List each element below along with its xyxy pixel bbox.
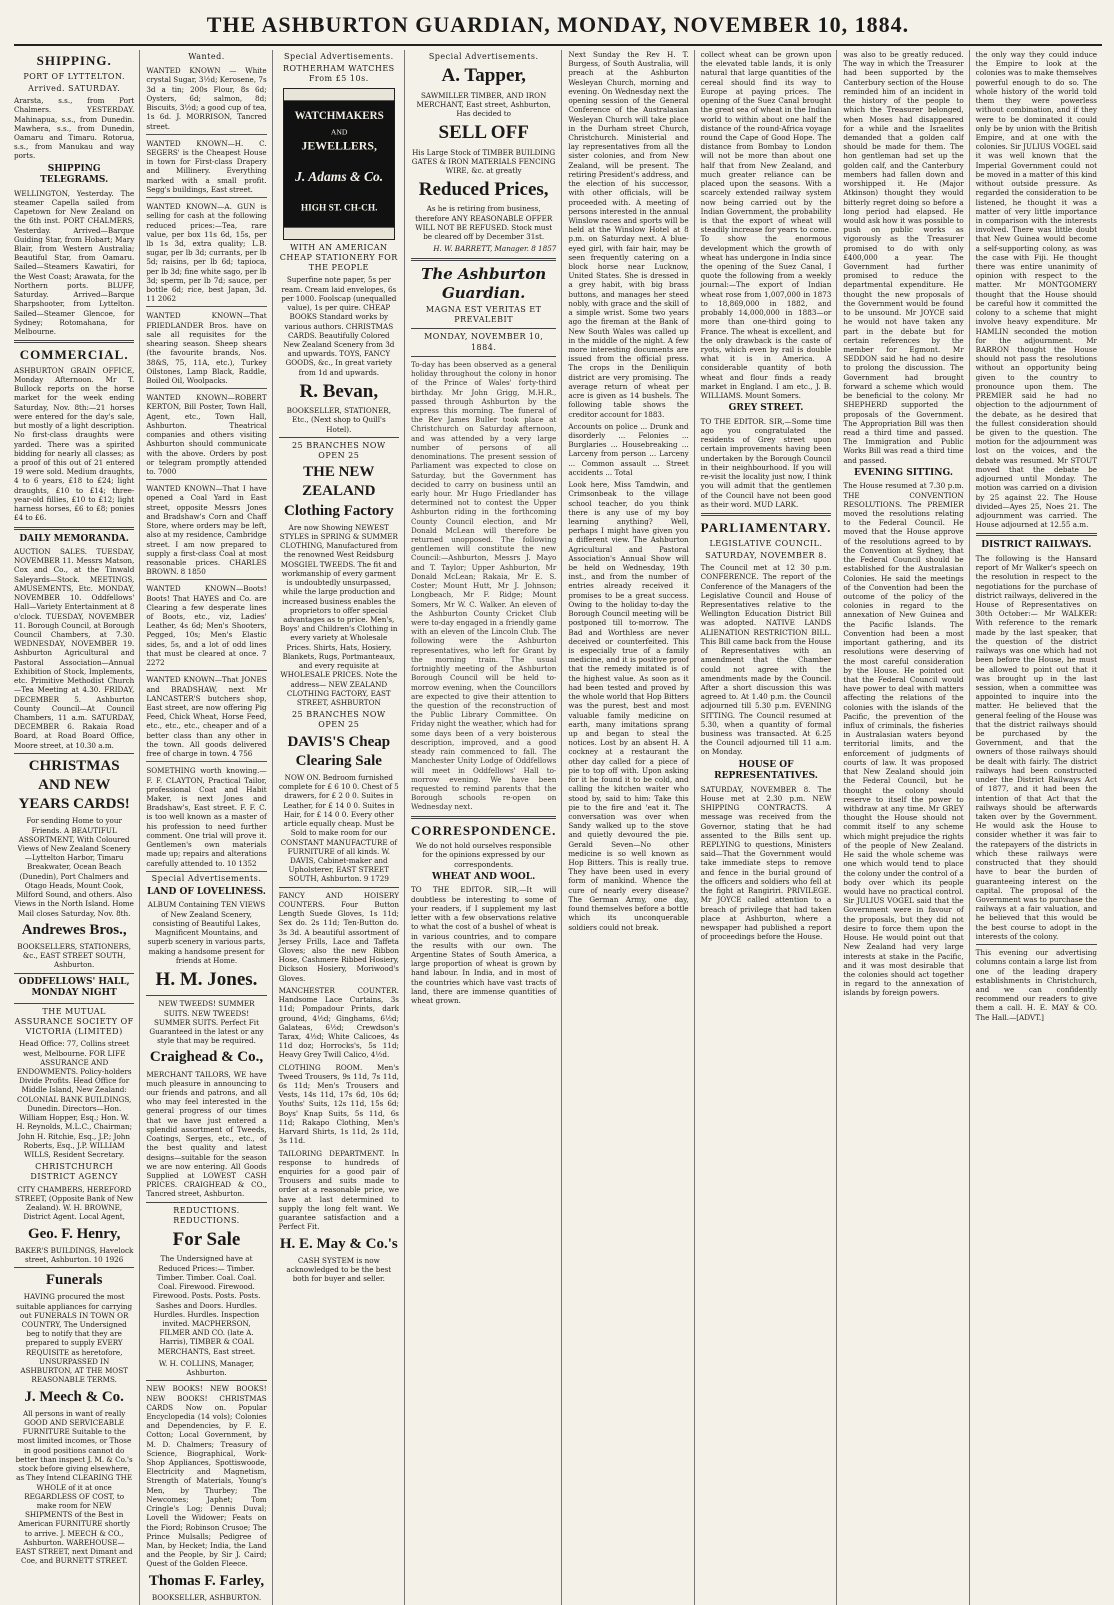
factory-text: Are now Showing NEWEST STYLES in SPRING & SUMMER CLOTHING, Manufactured from the renowned West Reidsburg MOSGIEL TWEEDS. The fit and workmanship of every garment is undoubtedly unsurpassed, while the large production and increased business enables the proprietors to offer special advantages as to price. Men's, Boys' and Children's Clothing in every variety at Wholesale Prices. Shirts, Hats, Hosiery, Blankets, Rugs, Portmanteaux, and every requisite at WHOLESALE PRICES. Note the address— NEW ZEALAND CLOTHING FACTORY, EAST STREET, ASHBURTON	[279, 522, 398, 707]
church-agency-text: CITY CHAMBERS, HEREFORD STREET, (Opposite Bank of New Zealand). W. H. BROWNE, District Agent. Local Agent,	[14, 1184, 134, 1222]
divider	[14, 753, 134, 754]
for-sale-heading: For Sale	[172, 1229, 241, 1251]
commercial-heading: COMMERCIAL.	[19, 347, 129, 363]
news-text-2: Look here, Miss Tamdwin, and Crimsonbeak to the village school teacher, do you think there is any use of my boy learning anything? Well, perhaps I might have given you a different view. The Ashburton Agricultural and Pastoral Association's Annual Show will be held on Wednesday, 19th inst., and from the number of entries already received it promises to be a great success. Owing to the holiday to-day the Borough Council meeting will be postponed till to-morrow. The Bad and Worthless are never deceived or counterfeited. This is especially true of a family medicine, and it is positive proof that the remedy imitated is of the highest value. As soon as it had been tested and proved by the whole world that Hop Bitters was the purest, best and most valuable family medicine on earth, many imitations sprang up and began to steal the notices. Lost by an absent H. A cockney at a restaurant the other day called for a piece of pie to top off with. Upon asking for it he found it to be cold, and calling the kitchen waiter who stood by, said to him: Take this pie to the fire and 'eat it. The conversation was over when Sandy walked up to the stove and quietly devoured the pie. Gerald Seven—No other medicine is so well known as Hop Bitters. This is really true. They have been used in every form of mankind. Whence the cure of nearly every disease? The German Army, one day, found themselves before a bottle which its unconquerable soldiers could not break.	[568, 480, 689, 932]
district-railways-heading: DISTRICT RAILWAYS.	[981, 540, 1092, 551]
wanted-ad-5: WANTED KNOWN—ROBERT KERTON, Bill Poster, Town Hall, Agent, etc., Town Hall, Ashburton. Theatrical companies and others visiting Ashburton should communicate with the above. Orders by post or telegram promptly attended to. 7000	[146, 391, 266, 480]
house-text: SATURDAY, NOVEMBER 8. The House met at 2.30 p.m. NEW SHIPPING CONTRACTS. A message was received from the Governor, stating that he had assented to the Bills sent up. REPLYING to questions, Ministers said—That the Government would take immediate steps to remove and fence in the burial ground of the officers and soldiers who fell at the fight at Rangiriri. PRIVILEGE. Mr JOYCE called attention to a breach of privilege that had taken place at Ashburton, where a newspaper had published a report of proceedings before the House.	[700, 784, 832, 942]
guardian-motto: MAGNA EST VERITAS ET PREVALEBIT	[425, 304, 542, 325]
guardian-title: The Ashburton Guardian.	[421, 264, 547, 302]
column-5	[568, 50, 694, 1605]
loveliness-heading: LAND OF LOVELINESS.	[147, 886, 266, 897]
meech-heading: J. Meech & Co.	[24, 1388, 124, 1405]
divider	[146, 1202, 266, 1203]
logo-name: J. Adams & Co.	[294, 168, 383, 184]
evening-sitting-text: The House resumed at 7.30 p.m. THE CONVENTION RESOLUTIONS. The PREMIER moved the resolutions relating to the Federal Council. He moved that the House approve of the resolutions agreed to by the Convention at Sydney, that the Federal Council should be established for the Australasian Colonies. He said the meetings of the Convention had been the outcome of the policy of the colonies in regard to the annexation of New Guinea and the Pacific Islands. The Convention had been a most important gathering, and its resolutions were deserving of the most careful consideration by the House. He pointed out that the Federal Council would have power to deal with matters affecting the relations of the colonies with the islands of the Pacific, the prevention of the influx of criminals, the fisheries in Australasian waters beyond territorial limits, and the enforcement of judgments of courts of law. It was proposed that New Zealand should join the Federal Council, but he thought the colony should reserve to itself the power to withdraw at any time. Mr GREY thought the House should not commit itself to any scheme which might prejudice the rights of the people of New Zealand. He said the whole scheme was one which would tend to place the colony under the control of a body over which its people would have no practical control. Sir JULIUS VOGEL said that the Government were in favour of the proposals, but they did not desire to force them upon the House. He would point out that New Zealand had very large interests at stake in the Pacific, and it was most desirable that the colonies should act together in regard to the annexation of islands by foreign powers.	[843, 481, 964, 998]
divider	[146, 1380, 266, 1381]
grey-street-heading: GREY STREET.	[728, 403, 804, 414]
column-4	[411, 50, 562, 1605]
branches-text: 25 BRANCHES NOW OPEN 25	[291, 710, 386, 730]
saturday-date: SATURDAY, NOVEMBER 8.	[705, 550, 827, 560]
news-text-1: Next Sunday the Rev H. T. Burgess, of South Australia, will preach at the Ashburton Wesleyan Church, morning and evening. On Wednesday next the opening session of the General Conference of the Australasian Wesleyan Church will take place in the Durham street Church, Christchurch. Ministerial and lay representatives from all the sister colonies, and from New Zealand, will be present. The retiring President's address, and the election of his successor, with other officials, will be proceeded with. A meeting of persons interested in the annual Winslow races and sports will be held at the Winslow Hotel at 8 p.m. on Saturday next. A blue-eyed girl, with fair hair, may be seen frequently catering on a block horse near Lucknow, United States. She is dressed in a grey habit, with big brass buttons, and manages her steed nobly, with grace and the skill of a simple wrist. Some two years ago the fireman at the Bank of New South Wales was called up in the middle of the night. A few more interesting documents are issued from the official press. The crops in the Deniliquin district are very promising. The average return of wheat per acre is given as 14 bushels. The following table shows the creditor account for 1883.	[568, 50, 689, 419]
adams-jewellers-logo	[283, 88, 395, 240]
tapper-text: SAWMILLER TIMBER, AND IRON MERCHANT, East street, Ashburton, Has decided to	[416, 90, 551, 118]
stationery-heading: WITH AN AMERICAN CHEAP STATIONERY FOR THE PEOPLE	[279, 242, 398, 273]
column-8	[976, 50, 1102, 1605]
henry-heading: Geo. F. Henry,	[27, 1225, 121, 1242]
farley-heading: Thomas F. Farley,	[148, 1572, 265, 1589]
column-3	[279, 50, 405, 1605]
divider	[146, 995, 266, 996]
branches-text: 25 BRANCHES NOW OPEN 25	[291, 440, 386, 461]
divider	[701, 513, 832, 516]
farley-text: BOOKSELLER, ASHBURTON.	[151, 1592, 262, 1602]
oddfellows-heading: ODDFELLOWS' HALL, MONDAY NIGHT	[18, 976, 130, 999]
reduced-text: As he is retiring from business, therefore ANY REASONABLE OFFER WILL NOT BE REFUSED. Stock must be cleared off by December 31st.	[415, 204, 553, 242]
column-7	[843, 50, 969, 1605]
davis-text: NOW ON. Bedroom furnished complete for £ 6 10 0. Chest of 5 drawers, for £ 2 0 0. Suites in Leather, for £ 14 0 0. Suites in Hair, for £ 14 0 0. Every other article equally cheap. Must be Sold to make room for our CONSTANT MANUFACTURE of FURNITURE of all kinds. W. DAVIS, Cabinet-maker and Upholsterer, EAST STREET SOUTH, Ashburton. 9 1729	[278, 773, 399, 884]
divider	[411, 356, 556, 357]
divider	[976, 944, 1097, 945]
books-text: NEW BOOKS! NEW BOOKS! NEW BOOKS! CHRISTMAS CARDS Now on. Popular Encyclopedia (14 vols); Colonies and Dependencies, by F. E. Cotton; Local Government, by M. D. Chalmers; Treasury of Science, Biographical, Work-Shop Appliances, Spottiswoode, Electricity and Magnetism, Strength of Materials, Young's Men, by Thurbey; The Newcomes; Japhet; Tom Cringle's Log; Dennis Duval; Lovell the Widower; Feats on the Fiord; Robinson Crusoe; The Prince Mulsalls; Pedigree of Man, by Hecket; India, the Land and the People, by Sir J. Caird; Quest of the Golden Fleece.	[146, 1384, 267, 1569]
crime-table-text: Accounts on police ... Drunk and disorderly ... Felonies ... Burglaries ... Housebreaking ... Larceny from person ... Larceny ... Common assault ... Street accidents ... Total	[568, 421, 689, 477]
wanted-ad-3: WANTED KNOWN—A. GUN is selling for cash at the following reduced prices:—Tea, rare value, per box 11s 6d, 15s, per lb 1s 3d, extra quality; L.B. sugar, per lb 3d; currants, per lb 5d; raisins, per lb 6d; tapioca, per lb 3d; fine white sago, per lb 3d; sperm, per lb 7d; sauce, per bottle 6d; rice, best Japan, 3d. 11 2062	[146, 200, 266, 307]
tailoring-text: TAILORING DEPARTMENT. In response to hundreds of enquiries for a good pair of Trousers and suits made to order at a reasonable price, we have at last determined to supply the long felt want. We guarantee satisfaction and a Perfect Fit.	[278, 1148, 399, 1232]
divider	[279, 437, 399, 438]
andrewes-text: BOOKSELLERS, STATIONERS, &c., EAST STREET SOUTH, Ashburton.	[17, 941, 132, 970]
wanted-ad-8: WANTED KNOWN—That JONES and BRADSHAW, next Mr LANCASTER'S butchers shop, East street, are now offering Pig Feed, Chick Wheat, Horse Feed, etc., etc., etc., cheaper and of a better class than any other in the town. All goods delivered free of charge in town. 4 756	[146, 673, 266, 762]
grey-street-text: TO THE EDITOR. SIR,—Some time ago you congratulated the residents of Grey street upon certain improvements having been undertaken by the Borough Council in their neighbourhood. If you will re-visit the locality just now, I think you will admit that the gentlemen of the Council have not been good as their word. MUD LARK.	[700, 416, 832, 509]
rotherham-text: ROTHERHAM WATCHES From £5 10s.	[282, 64, 395, 84]
loveliness-text: ALBUM Containing TEN VIEWS of New Zealand Scenery, consisting of Beautiful Lakes, Magnificent Mountains, and superb scenery in various parts, making a handsome present for friends at Home.	[147, 900, 266, 965]
barrett-signature: H. W. BARRETT, Manager. 8 1857	[433, 244, 557, 254]
shipping-heading: SHIPPING.	[36, 53, 112, 68]
hm-jones-heading: H. M. Jones.	[155, 969, 258, 991]
wheat-continued-text: collect wheat can be grown upon the elevated table lands, it is only natural that large quantities of the cereal should find its way to Europe at paying prices. The opening of the Suez Canal brought the great sea of wheat in the Indian world to within about one half the distance of the round-Africa voyage round the Cape of Good Hope. The distance from Bombay to London will not be more than about one half that from New Zealand, and much greater reliance can be placed upon the seasons. With a scarcely extended railway system now being carried out by the Indian Government, the probability is that the export of wheat will steadily increase for years to come. To show the enormous development which the growth of wheat has undergone in India since the opening of the Suez Canal, I quote the following from a weekly journal:—The export of Indian wheat rose from 1,007,000 in 1873 to 18,869,000 in 1882, and probably 14,000,000 in 1883—or more than one-third going to France. The wheat is excellent, and the only drawback is the caste of ryots, which even by rail is double what it is in America. A considerable quantity of both wheat and flour finds a ready market in England. I am etc., J. B. WILLIAMS. Mount Somers.	[700, 50, 832, 401]
divider	[976, 533, 1097, 536]
wanted-ad-1: WANTED KNOWN — White crystal Sugar, 3½d; Kerosene, 7s 3d a tin; 200s Flour, 8s 6d; Oysters, 6d; salmon, 8d; Biscuits, 3½d; a good cup of tea, 1s 6d. J. MORRISON, Tancred street.	[146, 64, 266, 135]
wheat-heading: WHEAT AND WOOL.	[432, 871, 536, 882]
logo-and: AND	[330, 126, 348, 136]
divider	[14, 527, 134, 530]
column-1	[14, 50, 140, 1605]
daily-memoranda-text: AUCTION SALES. TUESDAY, NOVEMBER 11. Messrs Matson, Cox and Co., at the Tinwald Saleyards—Stock. MEETINGS, AMUSEMENTS, Etc. MONDAY, NOVEMBER 10. Oddfellows' Hall—Variety Entertainment at 8 o'clock. TUESDAY, NOVEMBER 11. Borough Council, at Borough Council Chambers, at 7.30. WEDNESDAY, NOVEMBER 19. Ashburton Agricultural and Pastoral Association—Annual Exhibition of Stock, Implements, etc. Primitive Methodist Church—Tea Meeting at 4.30. FRIDAY, DECEMBER 5. Ashburton County Council—At Council Chambers, 11 a.m. SATURDAY, DECEMBER 6. Rakaia Road Board, at Road Board Office, Moore street, at 10.30 a.m.	[14, 547, 135, 750]
telegrams-text: WELLINGTON, Yesterday. The steamer Capella sailed from Capetown for New Zealand on the 6th inst. PORT CHALMERS, Yesterday. Arrived—Barque Guiding Star, from Hobart; Mary Blair, from Western Australia; Beautiful Star, from Oamaru. Sailed—Steamers Kawatiri, for the West Coast; Arawata, for the Northern ports. BLUFF, Saturday. Arrived—Barque Sharpshooter, from Lyttelton. Sailed—Steamer Glencoe, for Sydney; Rotomahana, for Melbourne.	[14, 188, 135, 336]
special-ads-heading: Special Advertisements.	[151, 873, 262, 883]
wanted-ad-2: WANTED KNOWN—H. C. SEGERS' is the Cheapest House in town for First-class Drapery and Millinery. Everything marked with a small profit. Segg's buildings, East street.	[146, 137, 266, 198]
editorial-text: To-day has been observed as a general holiday throughout the colony in honor of the Prince of Wales' forty-third birthday. Mr John Grigg, M.H.R., passed through Ashburton by the express this morning. The funeral of the Rev James Buller took place at Christchurch on Saturday afternoon, and was attended by a very large number of persons of all denominations. The present session of Parliament was expected to close on Saturday, but the Government has decided to carry on business until an early hour. Mr Hugo Friedlander has determined not to contest the Upper Ashburton riding in the forthcoming County Council election, and Mr Donald McLean will therefore be returned unopposed. The following gentlemen will constitute the new Council:—Ashburton, Messrs J. Mayo and T. Taylor; Upper Ashburton, Mr Donald McLean; Rakaia, Mr E. S. Coster; Mount Hutt, Mr J. Johnson; Longbeach, Mr F. Ridge; Mount Somers, Mr W. C. Walker. An eleven of the Ashburton County Cricket Club were to-day engaged in a friendly game with an eleven of the Lincoln Club. The following were the Ashburton representatives, who left for Grant by the morning train. The usual fortnightly meeting of the Ashburton Borough Council will be held to-morrow evening, when the Councillors are expected to give their attention to the question of the reconstruction of the Public Library Committee. On Friday night the weather, which had for some days been of a very boisterous description, improved, and a good steady rain commenced to fall. The Manchester Unity Lodge of Oddfellows will meet in Oddfellows' Hall to-morrow evening. We have been requested to remind parents that the Borough schools re-open on Wednesday next.	[410, 359, 557, 812]
divider	[14, 340, 134, 343]
correspondence-note: We do not hold ourselves responsible for the opinions expressed by our correspondents.	[415, 841, 552, 869]
mutual-heading: THE MUTUAL ASSURANCE SOCIETY OF VICTORIA (LIMITED)	[14, 1006, 134, 1037]
district-railways-text: The following is the Hansard report of Mr Walker's speech on the resolution in respect to the negotiations for the purchase of district railways, delivered in the House of Representatives on 30th October:— Mr WALKER: With reference to the remark made by the last speaker, that the question of the district railways was one which had not been before the House, he must be allowed to point out that it was brought up in the last session, when a committee was appointed to inquire into the matter. He believed that the general feeling of the House was that the district railways should be purchased by the Government, and that the owners of those railways should be dealt with fairly. The district railways had been constructed under the District Railways Act of 1877, and it had been the intention of that Act that the railways should be afterwards taken over by the Government. He would ask the House to consider whether it was fair to the ratepayers of the districts in which these railways were constructed that they should have to bear the burden of guaranteeing interest on the capital. The proposal of the Government was to purchase the railways at a fair valuation, and he believed that this would be the best course to adopt in the interests of the colony.	[975, 553, 1097, 941]
watchmakers-logo-graphic	[284, 89, 394, 239]
closing-advt-text: This evening our advertising columns contain a large list from one of the leading drapery establishments in Christchurch, and we can confidently recommend our readers to give them a call. H. E. MAY & CO. The Hall.—[ADVT.]	[975, 948, 1097, 1022]
may-text: CASH SYSTEM is now acknowledged to be the best both for buyer and seller.	[286, 1255, 392, 1284]
evening-sitting-heading: EVENING SITTING.	[854, 467, 953, 478]
sell-off-heading: SELL OFF	[438, 122, 529, 144]
factory-heading: THE NEW ZEALAND Clothing Factory	[284, 464, 394, 519]
for-sale-text: The Undersigned have at Reduced Prices:— Timber. Timber. Timber. Coal. Coal. Coal. Firewood. Firewood. Firewood. Posts. Posts. Posts. Sashes and Doors. Hurdles. Hurdles. Hurdles. Inspection invited. MACPHERSON, FILMER AND CO. (late A. Harris), TIMBER & COAL MERCHANTS, East street.	[152, 1254, 261, 1356]
divider	[279, 887, 399, 888]
wanted-ad-7: WANTED KNOWN—Boots! Boots! That HAYES and Co. are Clearing a few desperate lines of Boots, etc., viz, Ladies' Leather, 4s 6d; Men's Shooters, Pegged, 10s; Men's Elastic sides, 5s, and a lot of odd lines that must be cleared at once. 7 2272	[146, 582, 266, 671]
divider	[14, 1003, 134, 1004]
wheat-text: TO THE EDITOR. SIR,—It will doubtless be interesting to some of your readers, if I supplement my last letter with a few observations relative to what the cost of a bushel of wheat is in various countries, and to compare the results with our own. The Argentine States of South America, a large proportion of wheat is grown by hand labour. In India, and in most of the countries which have vast tracts of land, there are immense quantities of wheat grown.	[410, 885, 557, 1006]
parliamentary-heading: PARLIAMENTARY.	[700, 520, 832, 536]
may-heading: H. E. May & Co.'s	[279, 1235, 398, 1252]
meech-text: All persons in want of really GOOD AND SERVICEABLE FURNITURE Suitable to the most limited incomes, or Those in good positions cannot do better than inspect J. M. & Co.'s stock before giving elsewhere, as They Intend CLEARING THE WHOLE of it at once REGARDLESS OF COST, to make room for NEW SHIPMENTS of the Best in American FURNITURE shortly to arrive. J. MEECH & CO., Ashburton. WAREHOUSE—EAST STREET, next Dimant and Coe, and BURNETT STREET.	[15, 1408, 133, 1566]
divider	[411, 328, 556, 329]
column-6	[701, 50, 838, 1605]
collins-text: W. H. COLLINS, Manager, Ashburton.	[158, 1358, 255, 1378]
xmas-cards-heading: CHRISTMAS AND NEW YEARS CARDS!	[18, 757, 130, 813]
manchester-text: MANCHESTER COUNTER. Handsome Lace Curtains, 3s 11d; Pompadour Prints, dark ground, 4½d; Ginghams, 6½d; Galateas, 6½d; Crewdson's Tarax, 4½d; White Calicoes, 4s 11d doz; Horrocks's, 5s 11d; Heavy Grey Twill Calico, 4½d.	[278, 985, 399, 1060]
daily-memoranda-heading: DAILY MEMORANDA.	[19, 533, 129, 544]
tapper-heading: A. Tapper,	[441, 65, 526, 87]
commercial-text: ASHBURTON GRAIN OFFICE, Monday Afternoon. Mr T. Bullock reports on the horse market for the week ending Saturday, Nov. 8th:—21 horses were entered for the day's sale, but mostly of a light description. No first-class draughts were yarded. There was a spirited bidding for nearly all classes; as a proof of this out of 21 entered 19 were sold. Medium draughts, 4 to 6 years, £18 to £24; light draughts, £10 to £14; three-year-old fillies, £10 to £12; light harness horses, £6 to £8; ponies £4 to £6.	[14, 365, 135, 523]
newspaper-masthead: THE ASHBURTON GUARDIAN, MONDAY, NOVEMBER 10, 1884.	[14, 8, 1102, 46]
logo-jewellers: JEWELLERS,	[301, 138, 377, 153]
funerals-text: HAVING procured the most suitable appliances for carrying out FUNERALS IN TOWN OR COUNTRY, The Undersigned beg to notify that they are prepared to supply EVERY REQUISITE as heretofore, UNSURPASSED IN ASHBURTON, AT THE MOST REASONABLE TERMS.	[16, 1292, 133, 1385]
arrivals-text: Ararsta, s.s., from Port Chalmers. YESTERDAY. Mahinapua, s.s., from Dunedin. Mawhera, s.s., from Dunedin, Oamaru and Timaru. Rotorua, s.s., from Manukau and way ports.	[14, 96, 135, 161]
church-agency-heading: CHRISTCHURCH DISTRICT AGENCY	[30, 1162, 118, 1182]
xmas-cards-text: For sending Home to your Friends. A BEAUTIFUL ASSORTMENT, With Coloured Views of New Zealand Scenery—Lyttelton Harbor, Timaru Breakwater, Ocean Beach (Dunedin), Port Chalmers and Otago Heads, Mount Cook, Milford Sound, and others. Also Views in the North Island. Home Mail closes Saturday, Nov. 8th.	[14, 816, 134, 918]
reductions-heading: REDUCTIONS. REDUCTIONS.	[173, 1205, 240, 1225]
craighead-heading: Craighead & Co.,	[149, 1049, 264, 1066]
wanted-ad-4: WANTED KNOWN—That FRIEDLANDER Bros. have on sale all requisites for the shearing season. Sheep shears (the favourite brands, Nos. 38&S, 75, 11A, etc.), Turkey Oilstones, Lamp Black, Raddle, Boiled Oil, Woolpacks.	[146, 309, 266, 389]
craighead-text: MERCHANT TAILORS, WE have much pleasure in announcing to our friends and patrons, and all who may feel interested in the general progress of our times that we have just entered a splendid assortment of Tweeds, Coatings, Serges, etc., etc., of the best quality and latest designs—suitable for the season we are now entering. All Goods Supplied at LOWEST CASH PRICES. CRAIGHEAD & CO., Tancred street, Ashburton.	[146, 1069, 267, 1199]
mutual-text: Head Office: 77, Collins street west, Melbourne. FOR LIFE ASSURANCE AND ENDOWMENTS. Policy-holders Divide Profits. Head Office for Middle Island, New Zealand: COLONIAL BANK BUILDINGS, Dunedin. Directors—Hon. William Hopper, Esq.; Hon. W. H. Reynolds, M.L.C., Chairman; John H. Ritchie, Esq., J.P.; John Roberts, Esq., J.P. WILLIAM WILLS, Resident Secretary.	[16, 1039, 133, 1159]
port-heading: PORT OF LYTTELTON.	[23, 71, 125, 81]
logo-watchmakers: WATCHMAKERS	[294, 109, 384, 122]
stock-text: His Large Stock of TIMBER BUILDING GATES & IRON MATERIALS FENCING WIRE, &c. at greatly	[411, 147, 556, 175]
special-ads-heading: Special Advertisements.	[283, 52, 394, 61]
wanted-ad-6: WANTED KNOWN—That I have opened a Coal Yard in East street, opposite Messrs Jones and Bradshaw's Corn and Chaff Store, where orders may be left, also at my residence, Cambridge street. I am now prepared to supply a first-class Coal at most reasonable prices. CHARLES BROWN. 8 1850	[146, 482, 266, 580]
guardian-date: MONDAY, NOVEMBER 10, 1884.	[424, 332, 544, 352]
divider	[14, 1267, 134, 1268]
convention-text: the only way they could induce the Empire to look at the colonies was to make themselves powerful enough to do so. The whole history of the world told them they were powerless without combination, and if they were to be dominated it could only be by union with the British Empire, and at one with the colonies. Sir JULIUS VOGEL said it was well known that the Imperial Government could not be moved in a matter of this kind without outside pressure. As regarded the consideration to be listened, he thought it was a matter of very little importance in comparison with the interests involved. There was little doubt that New Guinea would become a self-supporting colony, as was the case with Fiji. He thought there was entire unanimity of opinion with respect to the matter. Mr MONTGOMERY thought that the House should be careful how it committed the colony to a scheme that might involve heavy expenditure. Mr HAMLIN seconded the motion for the adjournment. Mr BARRON thought the House should not pass the resolutions without an opportunity being given to the country to pronounce upon them. The PREMIER said he had no objection to the adjournment of the debate, as he desired that the fullest consideration should be given to the question. The motion for the adjournment was lost on the voices, and the debate was resumed. Mr STOUT moved that the debate be adjourned until Monday. The motion was carried on a division by 25 against 22. The House divided—Ayes 25, Noes 21. The adjournment was carried. The House adjourned at 12.55 a.m.	[975, 50, 1097, 530]
reduced-prices-heading: Reduced Prices,	[418, 179, 549, 201]
divider	[14, 973, 134, 974]
wanted-heading: Wanted.	[188, 52, 225, 61]
stationery-text: Superfine note paper, 5s per ream. Cream laid envelopes, 6s per 1000. Foolscap (unequalled value), 1s per quire. CHEAP BOOKS Standard works by various authors. CHRISTMAS CARDS. Beautifully Colored New Zealand Scenery from 3d and upwards. TOYS, FANCY GOODS, &c., In great variety from 1d and upwards.	[281, 275, 397, 377]
correspondence-heading: CORRESPONDENCE.	[410, 822, 557, 838]
tweeds-text: NEW TWEEDS! SUMMER SUITS. NEW TWEEDS! SUMMER SUITS. Perfect Fit Guaranteed in the latest or any style that may be required.	[149, 999, 264, 1046]
funerals-heading: Funerals	[45, 1272, 103, 1289]
legislative-heading: LEGISLATIVE COUNCIL.	[709, 538, 823, 548]
divider	[411, 258, 556, 261]
telegrams-heading: SHIPPING TELEGRAMS.	[40, 163, 109, 186]
arrived-heading: Arrived. SATURDAY.	[28, 83, 121, 93]
columns	[14, 50, 1102, 1602]
andrewes-heading: Andrewes Bros.,	[21, 921, 127, 938]
column-2	[146, 50, 272, 1605]
henry-text: BAKER'S BUILDINGS, Havelock street, Ashburton. 10 1926	[14, 1245, 134, 1264]
special-ads-heading: Special Advertisements.	[428, 52, 539, 61]
house-heading: HOUSE OF REPRESENTATIVES.	[714, 759, 818, 782]
tailor-ad: SOMETHING worth knowing.—F. F. CLAYTON, Practical Tailor, professional Coat and Habit Maker, is next Jones and Bradshaw's, East street. F. F. C. is too well known as a master of his profession to need further comment. One trial will prove it. Gentlemen's own materials made up; repairs and alterations carefully attended to. 10 1352	[146, 764, 266, 871]
logo-address: HIGH ST. CH-CH.	[300, 203, 378, 214]
davis-heading: DAVIS'S Cheap Clearing Sale	[287, 733, 391, 769]
parliament-text: The Council met at 12 30 p.m. CONFERENCE. The report of the Conference of the Managers of the Legislative Council and House of Representatives relative to the Wellington Education District Bill was adopted. NATIVE LANDS ALIENATION RESTRICTION BILL. This Bill came back from the House of Representatives with an amendment that the Chamber could not agree with the amendments made by the Council. After a short discussion this was agreed to. At 1.40 p.m. the Council adjourned till 5.30 p.m. EVENING SITTING. The Council resumed at 5.30, when a quantity of formal business was transacted. At 6.25 the Council adjourned till 11 a.m. on Monday.	[700, 563, 832, 757]
fancy-text: FANCY AND HOISERY COUNTERS. Four Button Length Suede Gloves, 1s 11d; Sex do. 2s 11d; Ten-Button do. 3s 3d. A beautiful assortment of Jersey Frills, Lace and Taffeta Gloves; also the new Ribbon Hose, Cashmere Ribbed Hosiery, Dickson Hosiery, Moriwood's Gloves.	[278, 890, 399, 983]
divider	[411, 816, 556, 819]
debate-text: was also to be greatly reduced. The way in which the Treasurer had been supported by the Canterbury section of the House reminded him of an incident in the history of the people to which the Treasurer belonged, when Moses had disappeared for a while and the Israelites demanded that a golden calf should be made for them. The hon gentleman had set up the golden calf, and the Canterbury members had fallen down and worshipped it. He (Major Atkinson) thought they would bitterly regret doing so before a long period had elapsed. He would ask how it was possible to push on public works as vigorously as the Treasurer promised to do with only £400,000 a year. The Government had further promised to reduce the departmental expenditure. He thought the new proposals of the Government would be found to be unsound. Mr JOYCE said he would not have taken any part in the debate but for certain references by the member for Egmont. Mr SEDDON said he had no desire to prolong the discussion. The Government had brought forward a scheme which would be beneficial to the colony. Mr SHEPHERD supported the proposals of the Government. The Appropriation Bill was then read a third time and passed. The Immigration and Public Works Bill was read a third time and passed.	[843, 50, 964, 465]
bevan-heading: R. Bevan,	[299, 380, 379, 402]
bevan-text: BOOKSELLER, STATIONER, Etc., (Next shop to Quill's Hotel).	[286, 406, 391, 434]
clothing-text: CLOTHING ROOM. Men's Tweed Trousers, 9s 11d, 7s 11d, 6s 11d; Men's Trousers and Vests, 14s 11d, 17s 6d, 10s 6d; Youths' Suits, 12s 11d, 15s 6d; Boys' Knap Suits, 5s 11d, 6s 11d; Rakapo Clothing, Men's Harvard Shirts, 1s 11d, 2s 11d, 3s 11d.	[278, 1062, 399, 1146]
